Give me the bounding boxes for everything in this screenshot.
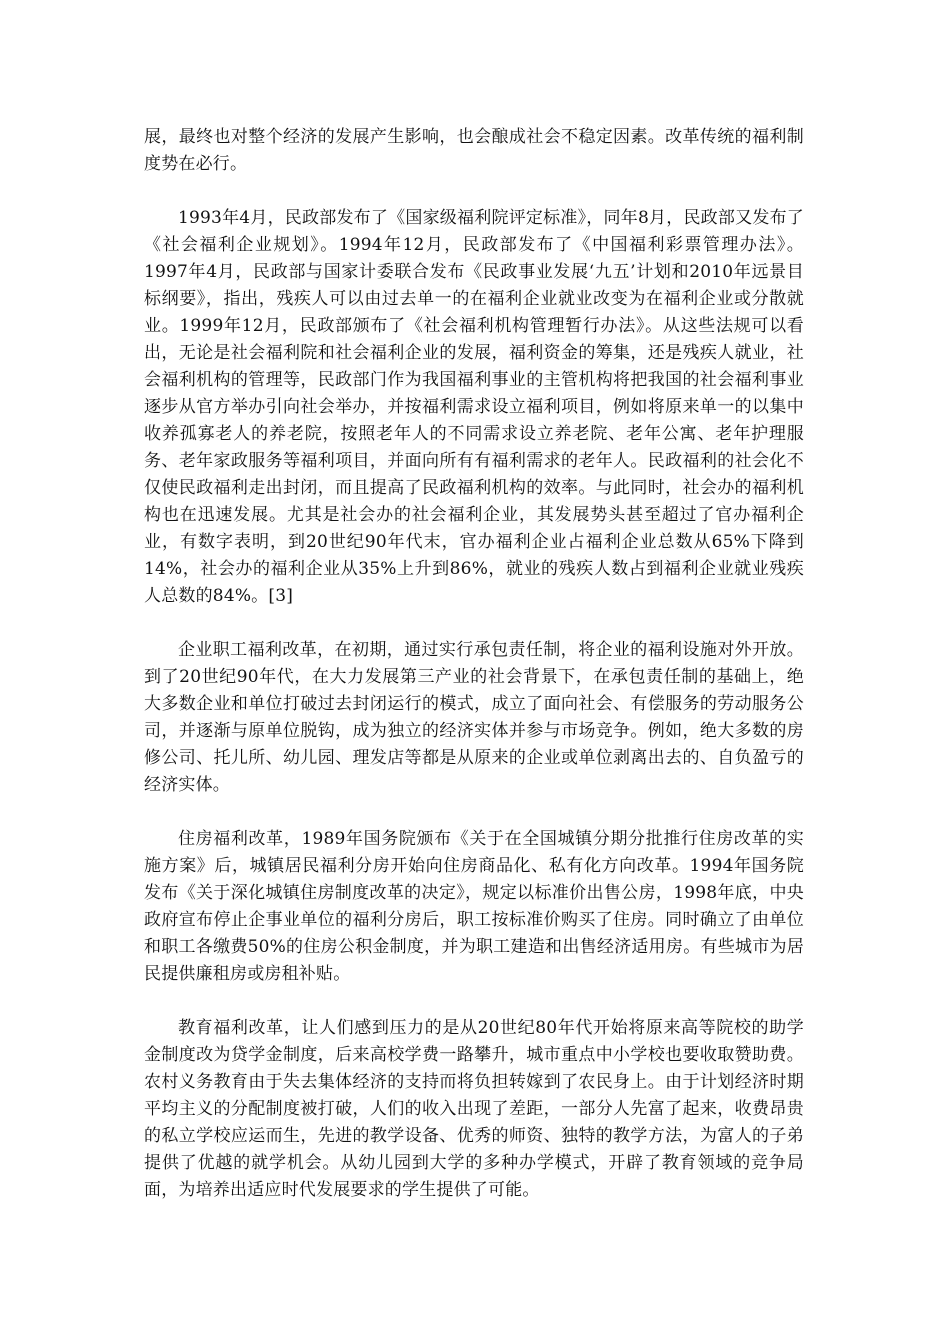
paragraph-education-welfare: 教育福利改革，让人们感到压力的是从20世纪80年代开始将原来高等院校的助学金制度改为贷学金制度，后来高校学费一路攀升，城市重点中小学校也要收取赞助费。农村义务教育由于失去集体经济的支持而将负担转嫁到了农民身上。由于计划经济时期平均主义的分配制度被打破，人们的收入出现了差距，一部分人先富了起来，收费昂贵的私立学校应运而生，先进的教学设备、优秀的师资、独特的教学方法，为富人的子弟提供了优越的就学机会。从幼儿园到大学的多种办学模式，开辟了教育领域的竞争局面，为培养出适应时代发展要求的学生提供了可能。 — [144, 1018, 804, 1200]
paragraph-civil-affairs-welfare: 1993年4月，民政部发布了《国家级福利院评定标准》，同年8月，民政部又发布了《社会福利企业规划》。1994年12月，民政部发布了《中国福利彩票管理办法》。1997年4月，民政部与国家计委联合发布《民政事业发展‘九五’计划和2010年远景目标纲要》，指出，残疾人可以由过去单一的在福利企业就业改变为在福利企业或分散就业。1999年12月，民政部颁布了《社会福利机构管理暂行办法》。从这些法规可以看出，无论是社会福利院和社会福利企业的发展，福利资金的筹集，还是残疾人就业，社会福利机构的管理等，民政部门作为我国福利事业的主管机构将把我国的社会福利事业逐步从官方举办引向社会举办，并按福利需求设立福利项目，例如将原来单一的以集中收养孤寡老人的养老院，按照老年人的不同需求设立养老院、老年公寓、老年护理服务、老年家政服务等福利项目，并面向所有有福利需求的老年人。民政福利的社会化不仅使民政福利走出封闭，而且提高了民政福利机构的效率。与此同时，社会办的福利机构也在迅速发展。尤其是社会办的社会福利企业，其发展势头甚至超过了官办福利企业，有数字表明，到20世纪90年代末，官办福利企业占福利企业总数从65%下降到14%，社会办的福利企业从35%上升到86%，就业的残疾人数占到福利企业就业残疾人总数的84%。[3] — [144, 208, 804, 606]
paragraph-housing-welfare: 住房福利改革，1989年国务院颁布《关于在全国城镇分期分批推行住房改革的实施方案》后，城镇居民福利分房开始向住房商品化、私有化方向改革。1994年国务院发布《关于深化城镇住房制度改革的决定》，规定以标准价出售公房，1998年底，中央政府宣布停止企事业单位的福利分房后，职工按标准价购买了住房。同时确立了由单位和职工各缴费50%的住房公积金制度，并为职工建造和出售经济适用房。有些城市为居民提供廉租房或房租补贴。 — [144, 829, 804, 984]
paragraph-continuation: 展，最终也对整个经济的发展产生影响，也会酿成社会不稳定因素。改革传统的福利制度势在必行。 — [144, 127, 804, 174]
paragraph-enterprise-welfare: 企业职工福利改革，在初期，通过实行承包责任制，将企业的福利设施对外开放。到了20世纪90年代，在大力发展第三产业的社会背景下，在承包责任制的基础上，绝大多数企业和单位打破过去封闭运行的模式，成立了面向社会、有偿服务的劳动服务公司，并逐渐与原单位脱钩，成为独立的经济实体并参与市场竞争。例如，绝大多数的房修公司、托儿所、幼儿园、理发店等都是从原来的企业或单位剥离出去的、自负盈亏的经济实体。 — [144, 640, 804, 795]
document-body — [144, 124, 804, 1231]
